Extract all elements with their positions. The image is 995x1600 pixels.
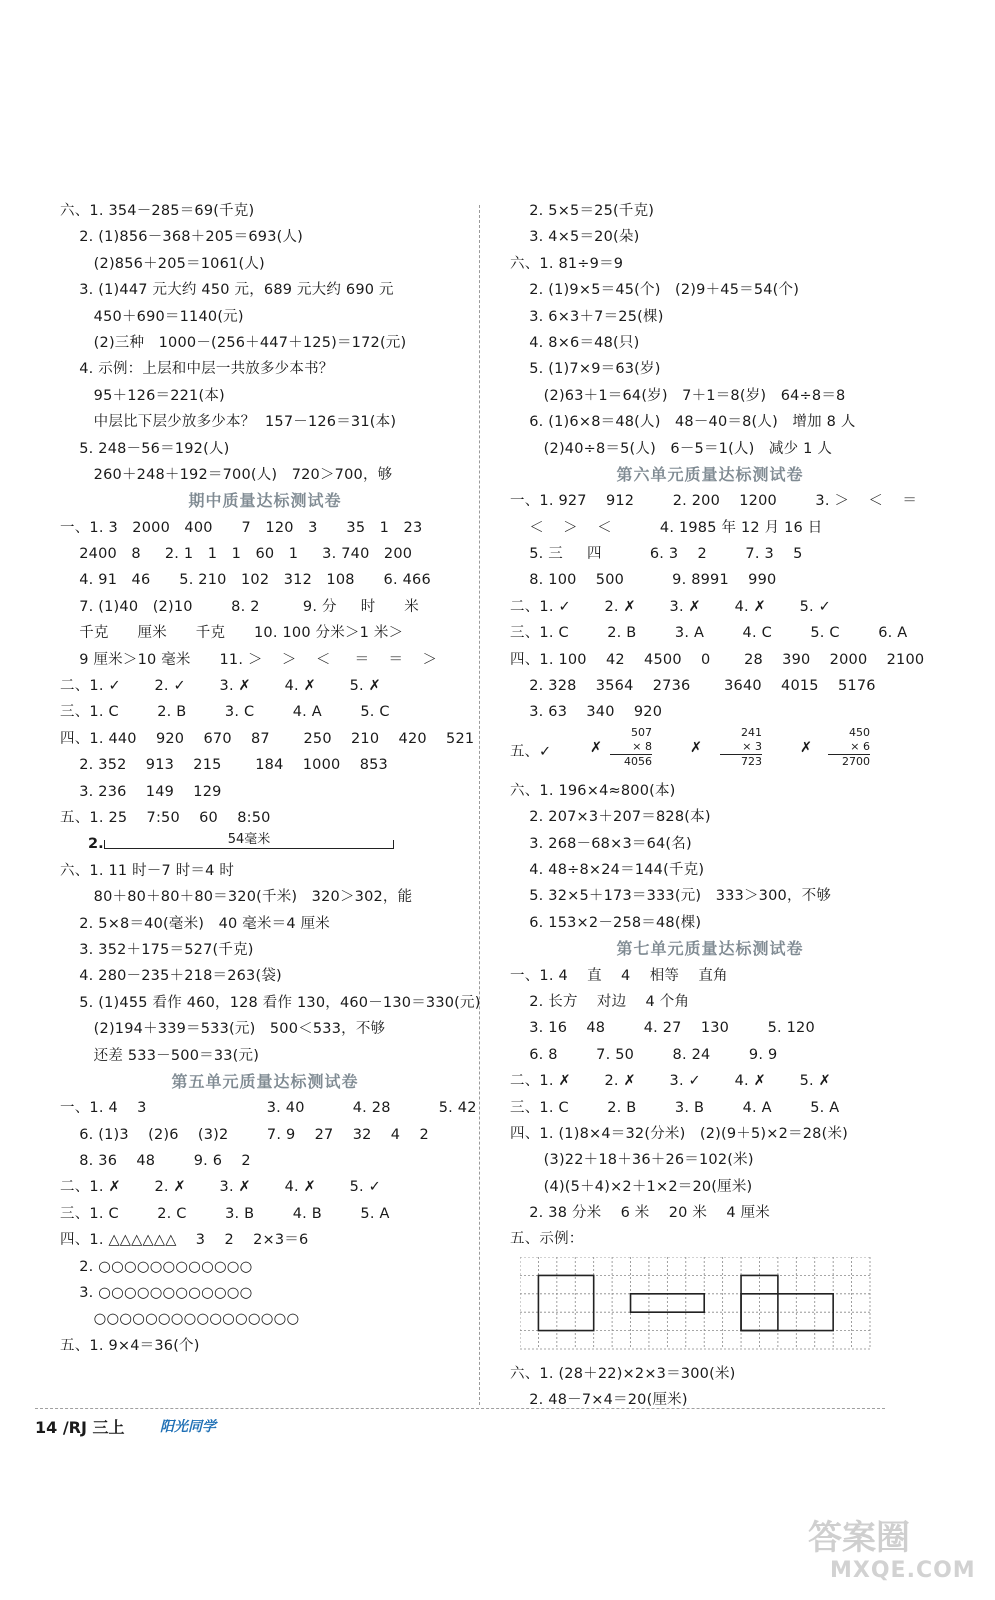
answer-line: 一、1. 927 912 2. 200 1200 3. ＞ ＜ ＝ <box>510 493 918 510</box>
section-heading: 第五单元质量达标测试卷 <box>171 1071 359 1091</box>
brand-logo: 阳光同学 <box>160 1419 216 1435</box>
answer-line: 7. (1)40 (2)10 8. 2 9. 分 时 米 <box>60 598 419 615</box>
answer-line: 二、1. ✓ 2. ✗ 3. ✗ 4. ✗ 5. ✓ <box>510 598 832 615</box>
drawn-rectangle <box>741 1294 833 1331</box>
calc-multiplier: × 3 <box>720 740 762 755</box>
answer-line: 一、1. 4 直 4 相等 直角 <box>510 967 728 984</box>
watermark-url: MXQE.COM <box>830 1558 976 1583</box>
vertical-calculation <box>720 726 762 769</box>
answer-line: 四、1. 440 920 670 87 250 210 420 521 <box>60 730 475 747</box>
answer-line: 3. 268－68×3＝64(名) <box>510 835 692 852</box>
answer-line: 2. 长方 对边 4 个角 <box>510 993 690 1010</box>
answer-line: 一、1. 3 2000 400 7 120 3 35 1 23 <box>60 519 423 536</box>
answer-line: 3. 16 48 4. 27 130 5. 120 <box>510 1020 815 1037</box>
answer-line: 2. 352 913 215 184 1000 853 <box>60 757 388 774</box>
section-heading: 第七单元质量达标测试卷 <box>616 939 804 959</box>
ruler-answer <box>60 831 470 857</box>
footer-divider <box>35 1408 885 1409</box>
answer-line: 三、1. C 2. B 3. C 4. A 5. C <box>60 704 390 721</box>
right-answer-column <box>510 198 925 1414</box>
left-answer-column <box>60 198 481 1359</box>
answer-line: 二、1. ✗ 2. ✗ 3. ✓ 4. ✗ 5. ✗ <box>510 1073 832 1090</box>
answer-line: 四、1. △△△△△△ 3 2 2×3＝6 <box>60 1232 309 1249</box>
answer-line: 2. 38 分米 6 米 20 米 4 厘米 <box>510 1205 770 1222</box>
watermark-logo: 答案圈 <box>808 1518 910 1558</box>
column-divider <box>479 205 480 1405</box>
answer-line: 4. 280－235＋218＝263(袋) <box>60 968 282 985</box>
row-label: 五、✓ <box>510 743 552 760</box>
answer-line: 六、1. 11 时－7 时＝4 时 <box>60 862 235 879</box>
wrong-mark: ✗ <box>800 739 813 756</box>
calc-top: 507 <box>631 725 652 739</box>
vertical-multiplication-row <box>510 726 910 778</box>
answer-line: 三、1. C 2. C 3. B 4. B 5. A <box>60 1205 390 1222</box>
answer-line: 2. 328 3564 2736 3640 4015 5176 <box>510 678 876 695</box>
answer-line: (3)22＋18＋36＋26＝102(米) <box>510 1152 754 1169</box>
answer-line: 一、1. 4 3 3. 40 4. 28 5. 42 <box>60 1100 477 1117</box>
answer-line: 四、1. (1)8×4＝32(分米) (2)(9＋5)×2＝28(米) <box>510 1125 849 1142</box>
answer-line: (4)(5＋4)×2＋1×2＝20(厘米) <box>510 1178 753 1195</box>
answer-line: 95＋126＝221(本) <box>60 387 225 404</box>
section-heading: 第六单元质量达标测试卷 <box>616 464 804 484</box>
answer-line: 4. 48÷8×24＝144(千克) <box>510 861 705 878</box>
answer-line: 4. 示例：上层和中层一共放多少本书？ <box>60 361 334 378</box>
answer-line: 二、1. ✗ 2. ✗ 3. ✗ 4. ✗ 5. ✓ <box>60 1179 382 1196</box>
answer-line: 六、1. 196×4≈800(本) <box>510 782 676 799</box>
dotted-grid <box>520 1257 880 1357</box>
section-heading: 期中质量达标测试卷 <box>188 491 342 511</box>
answer-line: 三、1. C 2. B 3. B 4. A 5. A <box>510 1099 840 1116</box>
answer-line: 三、1. C 2. B 3. A 4. C 5. C 6. A <box>510 625 908 642</box>
answer-line: 8. 100 500 9. 8991 990 <box>510 572 777 589</box>
answer-line: 六、1. 81÷9＝9 <box>510 255 624 272</box>
rectangle-grid-figure <box>510 1253 910 1361</box>
answer-line: 3. ○○○○○○○○○○○○ <box>60 1285 253 1302</box>
answer-line: 五、示例： <box>510 1231 584 1248</box>
answer-line: 8. 36 48 9. 6 2 <box>60 1153 251 1170</box>
page-number: 14 /RJ 三上 <box>35 1418 125 1437</box>
answer-line: 2. 48－7×4＝20(厘米) <box>510 1392 688 1409</box>
answer-line: 2400 8 2. 1 1 1 60 1 3. 740 200 <box>60 546 413 563</box>
answer-line: 5. 248－56＝192(人) <box>60 440 230 457</box>
answer-line: 2. 5×5＝25(千克) <box>510 203 655 219</box>
answer-line: 6. (1)3 (2)6 (3)2 7. 9 27 32 4 2 <box>60 1126 429 1143</box>
answer-line: 2. ○○○○○○○○○○○○ <box>60 1258 253 1275</box>
answer-line: 5. (1)7×9＝63(岁) <box>510 361 661 378</box>
answer-line: 5. 32×5＋173＝333(元) 333＞300，不够 <box>510 888 832 905</box>
answer-line: 5. 三 四 6. 3 2 7. 3 5 <box>510 546 803 563</box>
answer-line: 4. 91 46 5. 210 102 312 108 6. 466 <box>60 572 431 589</box>
calc-top: 450 <box>849 725 870 739</box>
wrong-mark: ✗ <box>690 739 703 756</box>
vertical-calculation <box>828 726 870 769</box>
answer-line: 450＋690＝1140(元) <box>60 308 244 325</box>
wrong-mark: ✗ <box>590 739 603 756</box>
answer-line: 3. (1)447 元大约 450 元，689 元大约 690 元 <box>60 282 394 299</box>
calc-result: 4056 <box>624 754 652 768</box>
answer-line: 3. 352＋175＝527(千克) <box>60 941 254 958</box>
answer-line: 3. 6×3＋7＝25(棵) <box>510 308 664 325</box>
answer-line: 6. (1)6×8＝48(人) 48－40＝8(人) 增加 8 人 <box>510 414 856 431</box>
answer-line: 4. 8×6＝48(只) <box>510 334 640 351</box>
answer-line: 还差 533－500＝33(元) <box>60 1047 260 1064</box>
answer-line: 二、1. ✓ 2. ✓ 3. ✗ 4. ✗ 5. ✗ <box>60 678 382 695</box>
calc-multiplier: × 6 <box>828 740 870 755</box>
vertical-calculation <box>610 726 652 769</box>
answer-line: 六、1. (28＋22)×2×3＝300(米) <box>510 1365 736 1382</box>
answer-line: (2)856＋205＝1061(人) <box>60 255 265 272</box>
answer-line: 6. 8 7. 50 8. 24 9. 9 <box>510 1046 778 1063</box>
answer-line: 五、1. 25 7:50 60 8:50 <box>60 809 271 826</box>
answer-line: 6. 153×2－258＝48(棵) <box>510 914 702 931</box>
calc-result: 2700 <box>842 754 870 768</box>
calc-multiplier: × 8 <box>610 740 652 755</box>
answer-line: ＜ ＞ ＜ 4. 1985 年 12 月 16 日 <box>510 519 823 536</box>
calc-result: 723 <box>741 754 762 768</box>
ruler-item-number: 2. <box>88 836 104 853</box>
answer-line: ○○○○○○○○○○○○○○○○ <box>60 1311 300 1328</box>
answer-line: 5. (1)455 看作 460，128 看作 130，460－130＝330(元) <box>60 994 481 1011</box>
answer-line: (2)40÷8＝5(人) 6－5＝1(人) 减少 1 人 <box>510 440 833 457</box>
answer-line: 五、1. 9×4＝36(个) <box>60 1337 200 1354</box>
answer-line: (2)63＋1＝64(岁) 7＋1＝8(岁) 64÷8＝8 <box>510 387 846 404</box>
calc-top: 241 <box>741 725 762 739</box>
answer-line: 3. 4×5＝20(朵) <box>510 229 640 246</box>
answer-line: 80＋80＋80＋80＝320(千米) 320＞302，能 <box>60 889 413 906</box>
answer-line: (2)194＋339＝533(元) 500＜533，不够 <box>60 1021 386 1038</box>
drawn-rectangle <box>538 1275 593 1330</box>
answer-line: 六、1. 354－285＝69(千克) <box>60 203 255 219</box>
answer-line: (2)三种 1000－(256＋447＋125)＝172(元) <box>60 334 407 351</box>
answer-line: 2. 207×3＋207＝828(本) <box>510 809 711 826</box>
answer-line: 3. 236 149 129 <box>60 783 222 800</box>
answer-line: 3. 63 340 920 <box>510 704 663 721</box>
answer-line: 260＋248＋192＝700(人) 720＞700，够 <box>60 466 393 483</box>
answer-line: 2. 5×8＝40(毫米) 40 毫米＝4 厘米 <box>60 915 330 932</box>
answer-line: 四、1. 100 42 4500 0 28 390 2000 2100 <box>510 651 925 668</box>
ruler-label: 54毫米 <box>227 832 271 848</box>
answer-line: 9 厘米＞10 毫米 11. ＞ ＞ ＜ ＝ ＝ ＞ <box>60 651 438 668</box>
answer-line: 2. (1)9×5＝45(个) (2)9＋45＝54(个) <box>510 282 800 299</box>
answer-line: 中层比下层少放多少本？ 157－126＝31(本) <box>60 414 397 431</box>
answer-line: 千克 厘米 千克 10. 100 分米＞1 米＞ <box>60 625 404 642</box>
answer-line: 2. (1)856－368＋205＝693(人) <box>60 229 304 246</box>
